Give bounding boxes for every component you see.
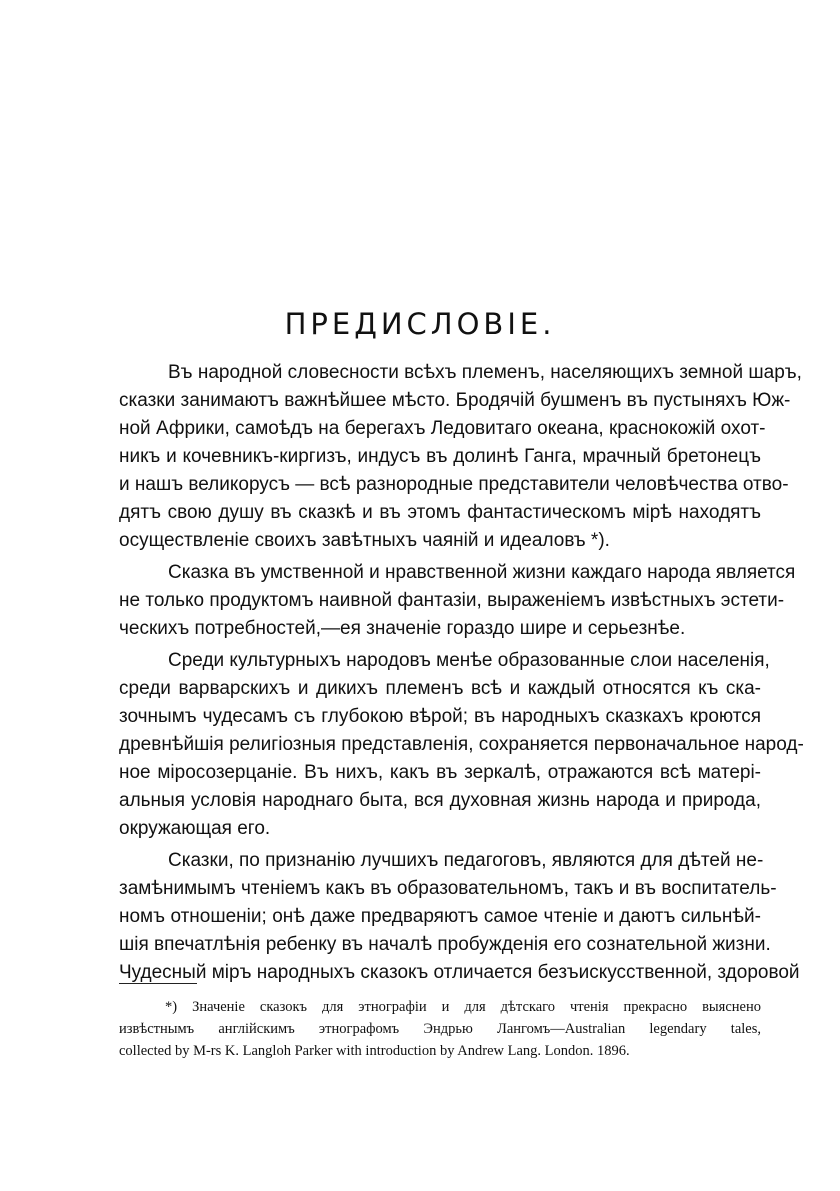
text-line: среди варварскихъ и дикихъ племенъ всѣ и каждый относятся къ ска- bbox=[119, 678, 761, 699]
text-line: окружающая его. bbox=[119, 818, 271, 839]
paragraph-2 bbox=[119, 559, 796, 643]
text-line: не только продуктомъ наивной фантазіи, выраженіемъ извѣстныхъ эстети- bbox=[119, 590, 785, 611]
footnote-line: collected by M-rs K. Langloh Parker with introduction by Andrew Lang. London. 1896. bbox=[119, 1043, 630, 1059]
text-line: ное міросозерцаніе. Въ нихъ, какъ въ зеркалѣ, отражаются всѣ матері- bbox=[119, 762, 761, 783]
text-line: номъ отношеніи; онѣ даже предваряютъ самое чтеніе и даютъ сильнѣй- bbox=[119, 906, 761, 927]
text-line: никъ и кочевникъ-киргизъ, индусъ въ долинѣ Ганга, мрачный бретонецъ bbox=[119, 446, 761, 467]
text-line: альныя условія народнаго быта, вся духовная жизнь народа и природа, bbox=[119, 790, 761, 811]
text-line: Сказки, по признанію лучшихъ педагоговъ, являются для дѣтей не- bbox=[168, 850, 764, 871]
page-title: ПРЕДИСЛОВІЕ. bbox=[284, 307, 556, 341]
footnote bbox=[119, 996, 761, 1062]
footnote-divider bbox=[119, 983, 197, 984]
text-line: Въ народной словесности всѣхъ племенъ, населяющихъ земной шаръ, bbox=[168, 362, 802, 383]
text-line: ной Африки, самоѣдъ на берегахъ Ледовитаго океана, краснокожій охот- bbox=[119, 418, 766, 439]
text-line: осуществленіе своихъ завѣтныхъ чаяній и идеаловъ *). bbox=[119, 530, 610, 551]
preface-body bbox=[119, 359, 804, 991]
footnote-line: извѣстнымъ англійскимъ этнографомъ Эндрью Лангомъ—Australian legendary tales, bbox=[119, 1021, 761, 1037]
text-line: Среди культурныхъ народовъ менѣе образованные слои населенія, bbox=[168, 650, 770, 671]
paragraph-3 bbox=[119, 647, 804, 843]
text-line: замѣнимымъ чтеніемъ какъ въ образовательномъ, такъ и въ воспитатель- bbox=[119, 878, 777, 899]
text-line: древнѣйшія религіозныя представленія, сохраняется первоначальное народ- bbox=[119, 734, 804, 755]
footnote-line: *) Значеніе сказокъ для этнографіи и для дѣтскаго чтенія прекрасно выяснено bbox=[165, 999, 761, 1015]
text-line: Сказка въ умственной и нравственной жизни каждаго народа является bbox=[168, 562, 796, 583]
text-line: сказки занимаютъ важнѣйшее мѣсто. Бродячій бушменъ въ пустыняхъ Юж- bbox=[119, 390, 791, 411]
paragraph-4 bbox=[119, 847, 800, 987]
text-line: Чудесный міръ народныхъ сказокъ отличается безъискусственной, здоровой bbox=[119, 962, 800, 983]
paragraph-1 bbox=[119, 359, 802, 555]
text-line: и нашъ великорусъ — всѣ разнородные представители человѣчества отво- bbox=[119, 474, 789, 495]
text-line: шія впечатлѣнія ребенку въ началѣ пробужденія его сознательной жизни. bbox=[119, 934, 771, 955]
text-line: ческихъ потребностей,—ея значеніе гораздо шире и серьезнѣе. bbox=[119, 618, 686, 639]
text-line: дятъ свою душу въ сказкѣ и въ этомъ фантастическомъ мірѣ находятъ bbox=[119, 502, 761, 523]
text-line: зочнымъ чудесамъ съ глубокою вѣрой; въ народныхъ сказкахъ кроются bbox=[119, 706, 761, 727]
